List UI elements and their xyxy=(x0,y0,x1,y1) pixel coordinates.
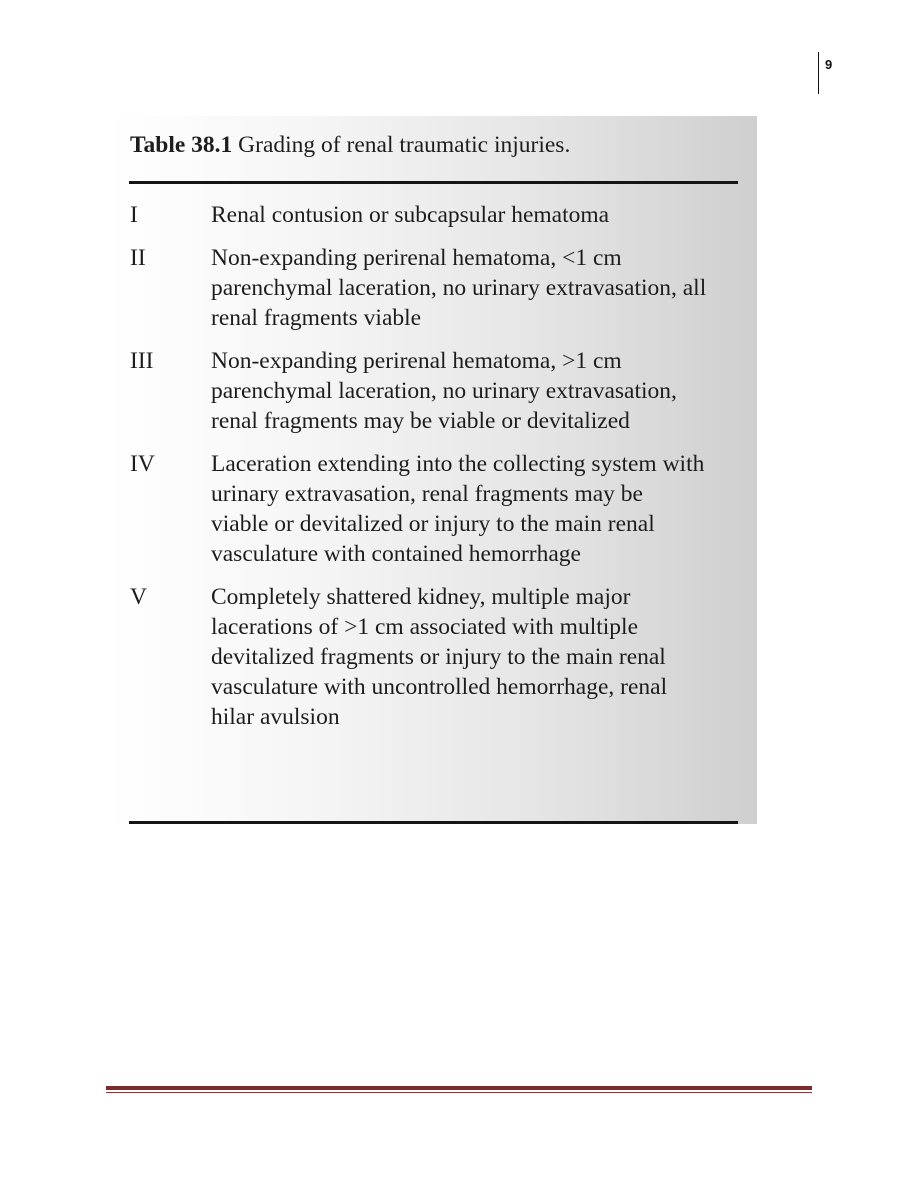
description-line: renal fragments may be viable or devitalized xyxy=(211,408,630,434)
table-row xyxy=(130,346,740,436)
description-line: renal fragments viable xyxy=(211,305,422,331)
table-top-rule xyxy=(129,181,738,184)
description-line: vasculature with uncontrolled hemorrhage, renal xyxy=(211,674,668,700)
table-figure xyxy=(108,116,757,824)
description-line: Non-expanding perirenal hematoma, >1 cm xyxy=(211,348,622,374)
grade-label: II xyxy=(130,245,146,271)
table-caption-text: Grading of renal traumatic injuries. xyxy=(238,132,571,158)
description-line: viable or devitalized or injury to the main renal xyxy=(211,511,655,537)
grade-label: I xyxy=(130,202,138,228)
description-line: Laceration extending into the collecting system with xyxy=(211,451,705,477)
table-row xyxy=(130,449,740,569)
description-line: hilar avulsion xyxy=(211,704,340,730)
page-number: 9 xyxy=(825,57,833,72)
description-line: Non-expanding perirenal hematoma, <1 cm xyxy=(211,245,622,271)
table-row xyxy=(130,243,740,333)
description-line: Renal contusion or subcapsular hematoma xyxy=(211,202,610,228)
table-row xyxy=(130,582,740,732)
description-line: lacerations of >1 cm associated with multiple xyxy=(211,614,638,640)
description-line: parenchymal laceration, no urinary extravasation, all xyxy=(211,275,707,301)
table-row xyxy=(130,200,740,230)
footer-rule xyxy=(106,1086,812,1090)
footer-rule-thin xyxy=(106,1092,812,1093)
grade-description xyxy=(211,449,740,569)
grade-description xyxy=(211,346,740,436)
description-line: devitalized fragments or injury to the main renal xyxy=(211,644,666,670)
description-line: Completely shattered kidney, multiple major xyxy=(211,584,631,610)
page-number-area xyxy=(818,52,832,94)
description-line: vasculature with contained hemorrhage xyxy=(211,541,581,567)
grade-label: IV xyxy=(130,451,155,477)
grade-description xyxy=(211,243,740,333)
table-rows xyxy=(130,200,740,745)
table-bottom-rule xyxy=(129,821,738,824)
grade-description xyxy=(211,200,740,230)
description-line: urinary extravasation, renal fragments may be xyxy=(211,481,643,507)
description-line: parenchymal laceration, no urinary extravasation, xyxy=(211,378,677,404)
grade-description xyxy=(211,582,740,732)
table-caption xyxy=(130,132,570,159)
grade-label: III xyxy=(130,348,154,374)
table-caption-label: Table 38.1 xyxy=(130,132,233,158)
grade-label: V xyxy=(130,584,147,610)
